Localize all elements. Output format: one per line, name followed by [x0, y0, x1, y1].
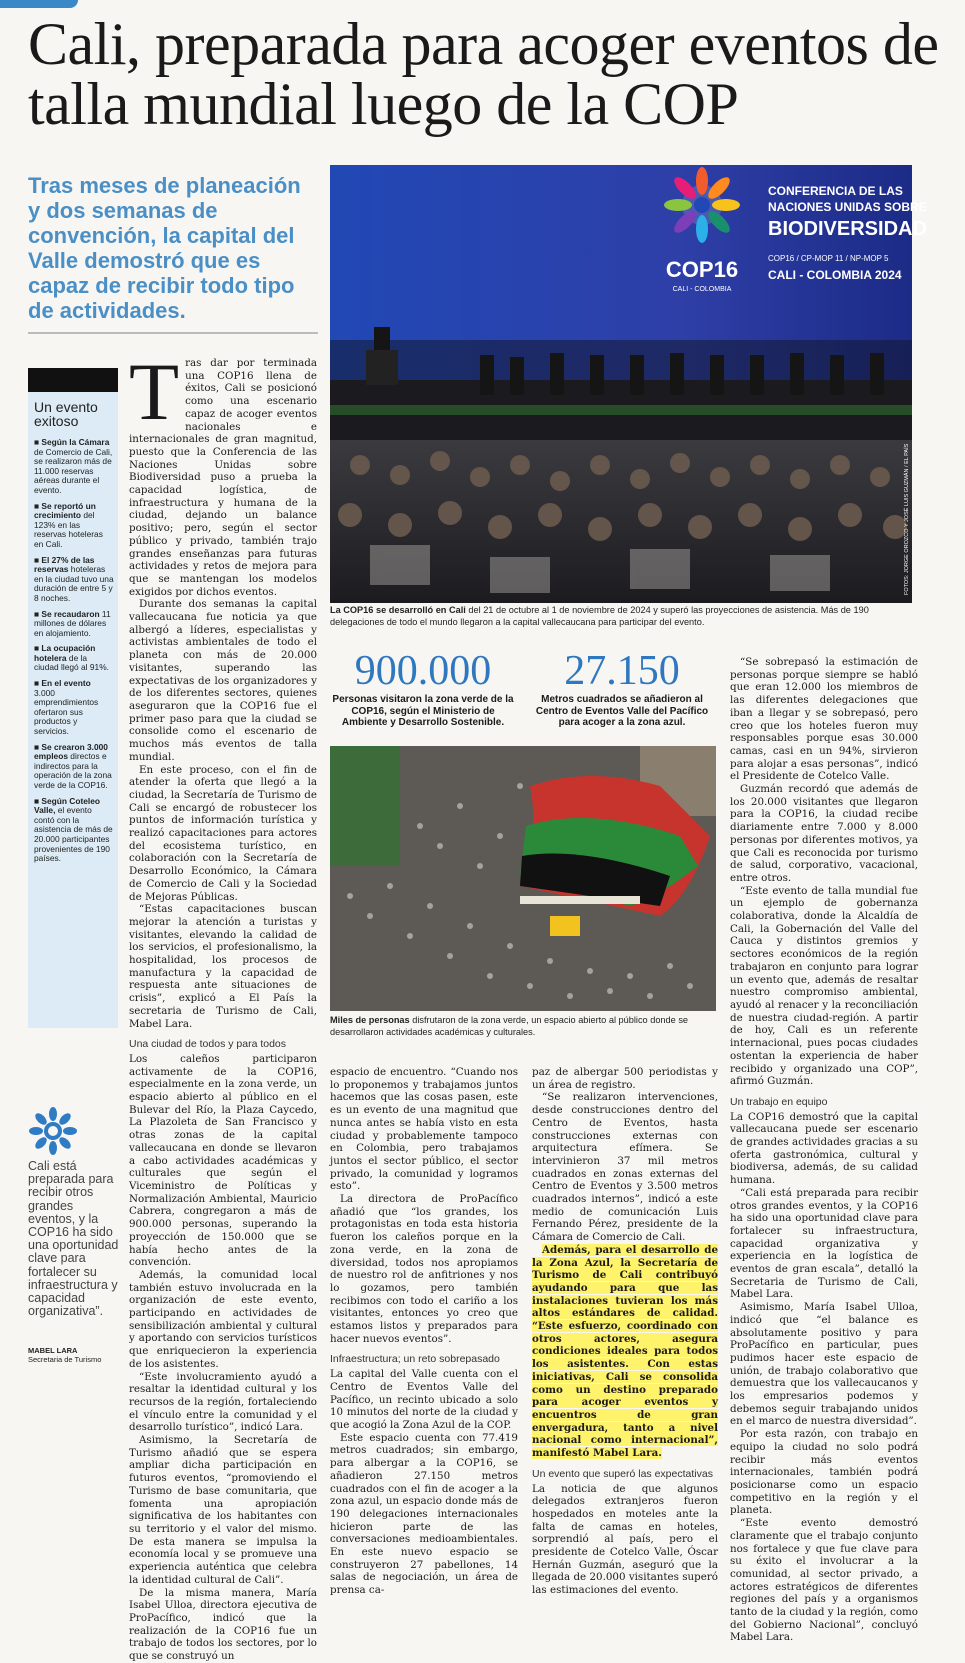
conference-photo — [330, 165, 927, 603]
paragraph: La COP16 demostró que la capital vallecaucana puede ser escenario de grandes actividades gracias a su oferta gastronómica, cultural y biodiversa, además, de su calidad humana. — [730, 1110, 918, 1187]
article-column-4 — [730, 656, 918, 1644]
sidebar-box — [28, 368, 118, 1028]
quote-name: MABEL LARA — [28, 1346, 78, 1355]
paragraph: Asimismo, la Secretaría de Turismo añadió que se espera ampliar dicha participación en futuros eventos, “promoviendo el Turismo de base comunitaria, que fomenta una apropiación significativa de los habitantes con su territorio y el valor del mismo. De esta manera se impulsa la economía local y se promueve una experiencia auténtica que celebra la identidad cultural de Cali”. — [129, 1434, 317, 1586]
paragraph: De la misma manera, María Isabel Ulloa, directora ejecutiva de ProPacífico, indicó que la realización de la COP16 fue un trabajo de todos los sectores, por lo que se construyó un — [129, 1586, 317, 1663]
stat-label-2: Metros cuadrados se añadieron al Centro de Eventos Valle del Pacífico para acoger a la zona azul. — [535, 694, 709, 728]
sidebar-item: ■ Según la Cámara de Comercio de Cali, se realizaron más de 11.000 reservas aéreas durante el evento. — [34, 437, 113, 495]
conference-photo-caption: La COP16 se desarrolló en Cali del 21 de octubre al 1 de noviembre de 2024 y superó las proyecciones de asistencia. Más de 190 delegaciones de todo el mundo llegaron a la capital vallecaucana para participar del evento. — [330, 605, 869, 627]
cop16-logo-text: COP16 — [665, 257, 739, 282]
lead-paragraph: ras dar por terminada una COP16 llena de éxitos, Cali se posicionó como una escenario capaz de acoger eventos nacionales e internacionales de gran magnitud, puesto que la Conferencia de las Naciones Unidas sobre Biodiversidad puso a prueba la capacidad logística, de infraestructura y humana de la ciudad, dejando un balance positivo; pero, según el sector público y privado, también trajo grandes enseñanzas para futuras actividades y retos de mejora para que se mantengan los modelos exigidos por dichos eventos. — [129, 357, 317, 598]
photo-credit: FOTOS: JORGE OROZCO Y JOSÉ LUIS GUZMÁN / EL PAÍS — [904, 443, 910, 595]
subhead: Un evento que superó las expectativas — [532, 1467, 713, 1480]
subhead: Una ciudad de todos y para todos — [129, 1038, 287, 1051]
section-tab — [0, 0, 78, 8]
sidebar-item: ■ Se recaudaron 11 millones de dólares en alojamiento. — [34, 608, 111, 638]
banner-sub-1: COP16 / CP-MOP 11 / NP-MOP 5 — [768, 254, 889, 263]
sidebar-header-bar — [28, 368, 118, 392]
subhead: Infraestructura; un reto sobrepasado — [330, 1353, 500, 1366]
conference-photo-image — [330, 165, 927, 603]
banner-line-3: BIODIVERSIDAD — [768, 218, 927, 240]
paragraph: “Este evento de talla mundial fue un ejemplo de gobernanza colaborativa, donde la Alcaldía de Cali, la Gobernación del Valle del Cauca y distintos gremios y sectores económicos de la región trabajaron en conjunto para lograr un evento que, además de resaltar nuestro compromiso ambiental, ayudó al renacer y la reconciliación de nuestra ciudad-región. A partir de hoy, Cali es un referente internacional, pues pocas ciudades ostentan la experiencia de haber recibido y organizado una COP”, afirmó Guzmán. — [730, 884, 918, 1088]
paragraph: “Este involucramiento ayudó a resaltar la identidad cultural y los recursos de la región, fortaleciendo el vínculo entre la comunidad y el desarrollo turístico”, indicó Lara. — [129, 1370, 317, 1434]
paragraph: Este espacio cuenta con 77.419 metros cuadrados; sin embargo, para albergar a la COP16, se añadieron 27.150 metros cuadrados con el fin de acoger a la zona azul, un espacio donde más de 190 delegaciones internacionales hicieron parte de las conversaciones medioambientales. En este nuevo espacio se construyeron 27 pabellones, 14 salas de negociación, un área de prensa ca- — [330, 1431, 518, 1597]
crowd-photo-caption: Miles de personas disfrutaron de la zona verde, un espacio abierto al público donde se desarrollaron actividades académicas y culturales. — [330, 1015, 689, 1037]
paragraph: En este proceso, con el fin de atender la oferta que llegó a la ciudad, la Secretaría de Turismo de Cali se encargó de robustecer los puntos de información turística y realizó capacitaciones para actores del ecosistema turístico, en colaboración con la Secretaría de Desarrollo Económico, la Cámara de Comercio de Cali y la Sociedad de Mejoras Públicas. — [129, 763, 317, 903]
paragraph: paz de albergar 500 periodistas y un área de registro. — [532, 1066, 718, 1091]
cop16-logo-sub: CALI - COLOMBIA — [672, 286, 732, 293]
paragraph: La capital del Valle cuenta con el Centro de Eventos Valle del Pacífico, un recinto ubicado a solo 10 minutos del norte de la ciudad y que acogió la Zona Azul de la COP. — [330, 1368, 518, 1431]
article-column-2 — [330, 1066, 518, 1597]
sidebar-item: ■ En el evento 3.000 emprendimientos ofertaron sus productos y servicios. — [34, 678, 99, 737]
paragraph: “Estas capacitaciones buscan mejorar la atención a turistas y visitantes, elevando la calidad de los servicios, el profesionalismo, la hospitalidad, los procesos de manufactura y la capacidad de respuesta ante situaciones de crisis”, explicó a El País la secretaria de Turismo de Cali, Mabel Lara. — [129, 903, 317, 1030]
crowd-photo — [330, 746, 716, 1011]
paragraph: Guzmán recordó que además de los 20.000 visitantes que llegaron para la COP16, la ciudad recibe diariamente entre 7.000 y 8.000 personas por diferentes motivos, ya que Cali es reconocida por turismo de salud, corporativo, vacacional, entre otros. — [730, 783, 918, 884]
quote-role: Secretaria de Turismo — [28, 1355, 102, 1364]
sidebar-item: ■ La ocupación hotelera de la ciudad llegó al 91%. — [34, 643, 109, 673]
paragraph: La directora de ProPacífico añadió que “los grandes, los protagonistas en toda esta historia fueron los caleños porque en la zona verde, en la zona de diversidad, todos nos apropiamos de nuestro rol de anfitriones y nos lo gozamos, pero también recibimos con todo el cariño a los visitantes, entonces yo creo que estamos listos y preparados para hacer nuevos eventos”. — [330, 1193, 518, 1345]
article-column-3 — [532, 1066, 718, 1597]
crowd-photo-image — [330, 746, 716, 1011]
pull-quote-attribution — [28, 1346, 120, 1364]
paragraph: “Este evento demostró claramente que el trabajo conjunto nos fortalece y que fue clave para su éxito el involucrar a la comunidad, al sector privado, a actores estratégicos de diferentes regiones del país y a organismos tanto de la ciudad y la región, como del Gobierno Nacional”, concluyó Mabel Lara. — [730, 1517, 918, 1644]
sidebar-title: Un evento exitoso — [34, 399, 98, 429]
banner-sub-2: CALI - COLOMBIA 2024 — [768, 268, 902, 282]
sidebar-item: ■ Se reportó un crecimiento del 123% en las reservas hoteleras en Cali. — [34, 500, 103, 549]
highlighted-paragraph: Además, para el desarrollo de la Zona Azul, la Secretaría de Turismo de Cali contribuyó ayudando para que las instalaciones tuvieran los más altos estándares de calidad. “Este esfuerzo, coordinado con otros actores, asegura condiciones ideales para todos los asistentes. Con estas iniciativas, Cali se consolida como un destino preparado para acoger eventos y encuentros de gran envergadura, tanto a nivel nacional como internacional”, manifestó Mabel Lara. — [532, 1243, 718, 1460]
sidebar-item: ■ Según Coteleo Valle, el evento contó con la asistencia de más de 20.000 participantes provenientes de 190 países. — [34, 795, 113, 864]
headline: Cali, preparada para acoger eventos de talla mundial luego de la COP — [28, 11, 939, 137]
banner-line-1: CONFERENCIA DE LAS — [768, 184, 903, 198]
paragraph: Los caleños participaron activamente de la COP16, especialmente en la zona verde, un espacio abierto al público en el Bulevar del Río, la Plaza Caycedo, La Plazoleta de San Francisco y otras zonas de la capital vallecaucana en donde se llevaron a cabo actividades académicas y culturales que según el Viceministro de Políticas y Normalización Ambiental, Mauricio Cabrera, congregaron a más de 900.000 personas, superando la proyección de 150.000 que se había hecho antes de la convención. — [129, 1052, 317, 1269]
article-column-1 — [129, 346, 317, 1663]
sidebar-list — [34, 438, 114, 870]
drop-cap: T — [129, 346, 180, 437]
paragraph: “Se realizaron intervenciones, desde construcciones dentro del Centro de Eventos, hasta construcciones externas con arquitectura efímera. Se intervinieron 37 mil metros cuadrados en zonas externas del Centro de Eventos y 3.500 metros cuadrados internos”, indicó a este medio de comunicación Luis Fernando Pérez, presidente de la Cámara de Comercio de Cali. — [532, 1091, 718, 1244]
deck: Tras meses de planeación y dos semanas de convención, la capital del Valle demostró que es capaz de recibir todo tipo de actividades. — [28, 173, 301, 323]
paragraph: Por esta razón, con trabajo en equipo la ciudad no solo podrá recibir más eventos internacionales, también podrá posicionarse como un espacio competitivo en la región y el planeta. — [730, 1428, 918, 1517]
stat-label-1: Personas visitaron la zona verde de la COP16, según el Ministerio de Ambiente y Desarrollo Sostenible. — [332, 694, 514, 728]
banner-line-2: NACIONES UNIDAS SOBRE — [768, 200, 927, 214]
paragraph: Asimismo, María Isabel Ulloa, indicó que “el balance es absolutamente positivo y para ProPacífico en particular, pues pudimos hacer este espacio de unión, de trabajo colaborativo que demuestra que los vallecaucanos y los empresarios podemos y debemos seguir trabajando unidos en el marco de nuestra diversidad”. — [730, 1301, 918, 1428]
subhead: Un trabajo en equipo — [730, 1095, 828, 1108]
sidebar-item: ■ Se crearon 3.000 empleos directos e indirectos para la operación de la zona verde de la COP16. — [34, 741, 112, 790]
paragraph: espacio de encuentro. “Cuando nos lo proponemos y trabajamos juntos hacemos que las cosas pasen, este es un evento de una magnitud que nunca antes se había visto en esta ciudad y probablemente tampoco en Colombia, pero trabajamos juntos el sector público, el sector privado, la comunidad y logramos esto”. — [330, 1066, 518, 1193]
sidebar-item: ■ El 27% de las reservas hoteleras en la ciudad tuvo una duración de entre 5 y 8 noches. — [34, 554, 114, 603]
stat-number-1: 900.000 — [354, 648, 492, 694]
divider — [28, 332, 318, 334]
paragraph: Además, la comunidad local también estuvo involucrada en la organización de este evento, participando en actividades de sensibilización ambiental y cultural y aportando con servicios turísticos que enriquecieron la experiencia de los asistentes. — [129, 1268, 317, 1370]
paragraph: “Se sobrepasó la estimación de personas porque siempre se habló que eran 12.000 los miembros de las diferentes delegaciones que iban a llegar y se sobrepasó, pero creo que los hoteles fueron muy responsables porque esas 30.000 camas, casi en un 94%, sirvieron para alojar a esas personas”, indicó el Presidente de Cotelco Valle. — [730, 656, 918, 783]
flower-logo-icon — [28, 1106, 78, 1156]
pull-quote: Cali está preparada para recibir otros grandes eventos, y la COP16 ha sido una oportunidad clave para fortalecer su infraestructura y capacidad organizativa”. — [28, 1159, 119, 1319]
paragraph: La noticia de que algunos delegados extranjeros fueron hospedados en moteles ante la falta de camas en hoteles, sorprendió al país, pero el presidente de Cotelco Valle, Óscar Hernán Guzmán, aseguró que la llegada de 20.000 visitantes superó las estimaciones del evento. — [532, 1482, 718, 1597]
stat-number-2: 27.150 — [564, 648, 680, 694]
paragraph: “Cali está preparada para recibir otros grandes eventos, y la COP16 ha sido una oportunidad clave para fortalecer su infraestructura, capacidad organizativa y experiencia en la logística de eventos de gran escala”, detalló la Secretaria de Turismo de Cali, Mabel Lara. — [730, 1186, 918, 1301]
paragraph: Durante dos semanas la capital vallecaucana fue noticia ya que albergó a líderes, especialistas y activistas ambientales de todo el planeta con más de 20.000 visitantes, superando las expectativas de los organizadores y de los diferentes sectores, quienes aseguraron que la COP16 fue el primer paso para que la ciudad se consolide como el escenario de muchos más eventos de talla mundial. — [129, 598, 317, 763]
